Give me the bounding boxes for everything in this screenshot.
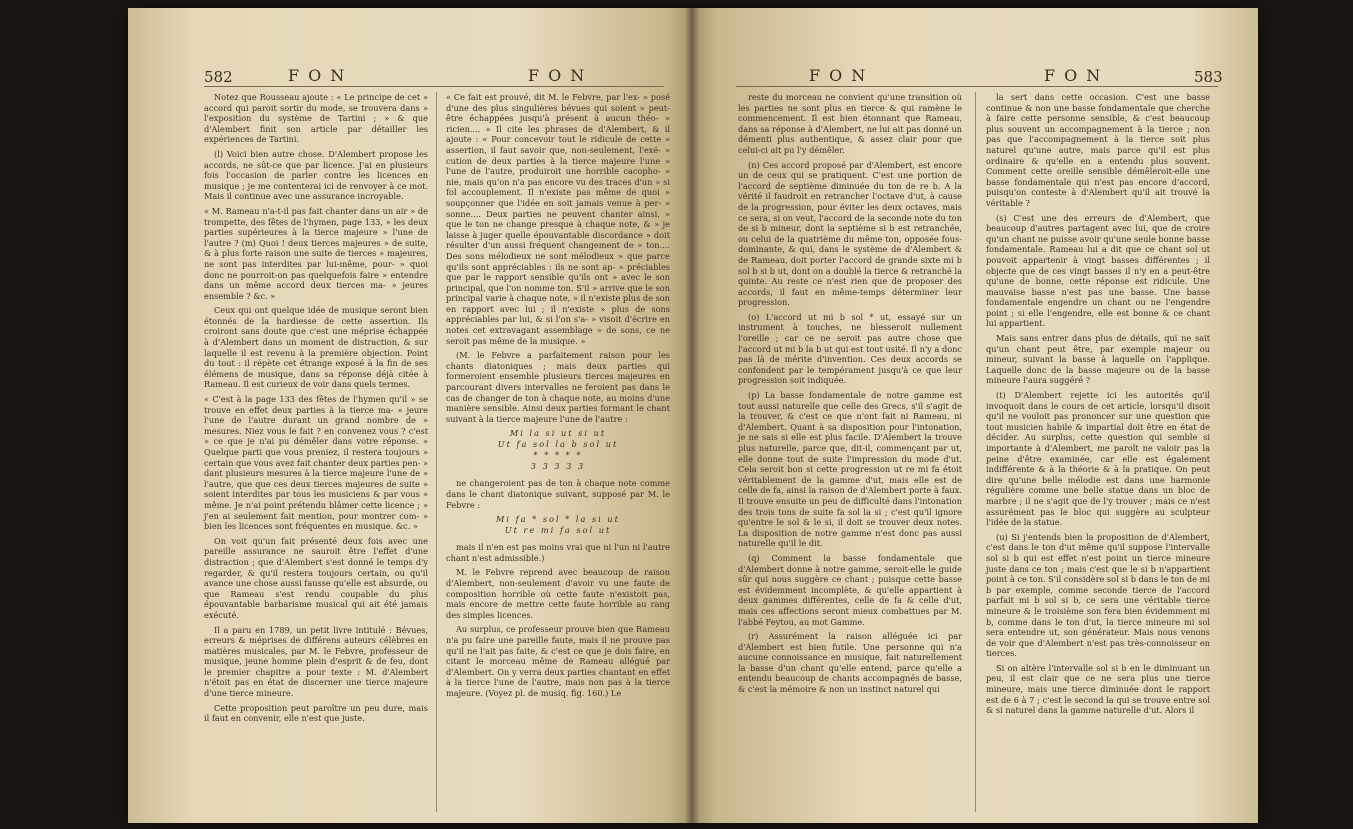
paragraph: (l) Voici bien autre chose. D'Alembert propose les accords, ne sût-ce que par licence. J'ai en plusieurs fois l'occasion de parler contre les licences en musique ; je me contenterai ici de renvoyer à ce mot. Mais il continue avec une assurance incroyable. — [204, 148, 428, 202]
header-rule-left — [204, 86, 664, 87]
column-2 — [446, 92, 670, 703]
quotation: « C'est à la page 133 des fêtes de l'hymen qu'il » se trouve en effet deux parties à la tierce ma- » jeure l'une de l'autre durant un grand nombre de » mesures. Niez vous le fait ? en convenez vous ? c'est » ce que je n'ai pu démêler dans votre réponse. » Quelque parti que vous preniez, il restera toujours » certain que vous avez fait chanter deux parties pen- » dant plusieurs mesures à la tierce majeure l'une de » l'autre, que que ces deux tierces majeures de suite » soient interdites par tous les musiciens & par vous » même. Je n'ai point prétendu blâmer cette licence ; » j'en ai seulement fait mention, pour montrer com- » bien les licences sont fréquentes en musique. &c. » — [204, 394, 428, 532]
column-4 — [986, 92, 1210, 720]
paragraph: la sert dans cette occasion. C'est une basse continue & non une basse fondamentale que cherche à faire cette personne sensible, & c'est beaucoup plus souvent un accompagnement à la tierce ; non pas que l'accompagnement à la tierce soit plus naturel qu'une autre, mais parce qu'il est plus ordinaire & qu'elle en a entendu plus souvent. Comment cette oreille sensible démêleroit-elle une basse fondamentale qui n'est pas encore d'accord, puisqu'on conteste à d'Alembert qu'il ait trouvé la véritable ? — [986, 92, 1210, 208]
paragraph: (p) La basse fondamentale de notre gamme est tout aussi naturelle que celle des Grecs, s'il s'agit de la trouver, & c'est ce que n'ont fait ni Rameau, ni d'Alembert. Quant à sa disposition pour l'intonation, je ne sais si elle est plus facile. D'Alembert la trouve plus naturelle, parce que, dit-il, commençant par ut, elle donne tout de suite l'impression du mode d'ut. Cela seroit bon si cette progression ut re mi fa étoit véritablement de la gamme d'ut, mais elle est de celle de fa, ainsi la raison de d'Alembert porte à faux. Il trouve ensuite un peu de difficulté dans l'intonation des trois tons de suite fa sol la si ; c'est qu'il ignore qu'entre le sol & le si, il doit se trouver deux notes. La disposition de notre gamme n'est donc pas aussi naturelle qu'il le dit. — [738, 390, 962, 549]
paragraph: (t) D'Alembert rejette ici les autorités qu'il invoquoit dans le cours de cet article, lorsqu'il disoit qu'il ne vouloit pas prononcer sur une question que tout musicien habile & impartial doit être en état de décider. Au surplus, cette question qui semble si importante à d'Alembert, me paroît ne valoir pas la peine d'être examinée, car elle est également indifférente & à la théorie & à la pratique. On peut dire qu'une belle mélodie est dans une harmonie régulière comme une belle statue dans un bloc de marbre ; il ne s'agit que de l'y trouver ; mais ce n'est assurément pas le bloc qui suggère au sculpteur l'idée de la statue. — [986, 390, 1210, 528]
paragraph: Au surplus, ce professeur prouve bien que Rameau n'a pu faire une pareille faute, mais il ne prouve pas qu'il ne l'ait pas faite, & c'est ce que je dois faire, en citant le morceau même de Rameau allégué par d'Alembert. On y verra deux parties chantant en effet à la tierce l'une de l'autre, mais non pas à la tierce majeure. (Voyez pl. de musiq. fig. 160.) Le — [446, 624, 670, 698]
column-3 — [738, 92, 962, 699]
paragraph: Cette proposition peut paroître un peu dure, mais il faut en convenir, elle n'est que juste. — [204, 702, 428, 724]
paragraph: (u) Si j'entends bien la proposition de d'Alembert, c'est dans le ton d'ut même qu'il suppose l'intervalle sol si b qui est effet n'est point un tierce mineure juste dans ce ton ; mais c'est que le si b n'appartient point à ce ton. S'il considère sol si b dans le ton de mi b par exemple, comme seconde tierce de l'accord parfait mi b sol si b, ce sera une véritable tierce mineure & le troisième son fera bien évidemment mi b, comme dans le ton d'ut, la tierce mineure mi sol sera entendre ut, son générateur. Mais nous venons de voir que d'Alembert n'est pas très-connoisseur en tierces. — [986, 531, 1210, 659]
paragraph: mais il n'en est pas moins vrai que ni l'un ni l'autre chant n'est admissible.) — [446, 542, 670, 563]
paragraph: Mais sans entrer dans plus de détails, qui ne sait qu'un chant peut être, par exemple majeur ou mineur, suivant la basse à laquelle on l'applique. Laquelle donc de la basse majeure ou de la basse mineure l'aura suggéré ? — [986, 333, 1210, 386]
paragraph: (o) L'accord ut mi b sol * ut, essayé sur un instrument à touches, ne blesseroit nullement l'oreille ; car ce ne seroit pas autre chose que l'accord ut mi b la b ut qui est tout usité. Il n'y a donc pas là de mérite d'invention. Ces deux accords se confondent par le tempérament jusqu'à ce que leur progression soit indiquée. — [738, 311, 962, 386]
running-head-left-1: FON — [288, 66, 354, 85]
paragraph: (n) Ces accord proposé par d'Alembert, est encore un de ceux qui se pratiquent. C'est une portion de l'accord de septième diminuée du ton de re b. A la vérité il faudroit en retrancher l'octave d'ut, à cause de la progression, pour éviter les deux octaves, mais ce sera, si on veut, l'accord de la seconde note du ton de si b mineur, dont la septième si b est retranchée, ou celui de la quatrième du même ton, opposée fous-dominante, & qui, dans le système de d'Alembert & de Rameau, doit porter l'accord de grande sixte mi b sol b si b ut, dont on a doublé la tierce & retranché la quinte. Au reste ce n'est rien que de proposer des accords, il faut en même-temps déterminer leur progression. — [738, 159, 962, 308]
paragraph: (q) Comment la basse fondamentale que d'Alembert donne à notre gamme, seroit-elle le guide sûr qui nous suggère ce chant ; puisque cette basse est évidemment incomplète, & qu'elle appartient à deux gammes différentes, celle de fa & celle d'ut, mais ces affections seront mieux combattues par M. l'abbé Feytou, au mot Gamme. — [738, 552, 962, 627]
column-divider-left — [436, 92, 437, 812]
notation-line: Mi fa * sol * la si ut — [496, 514, 620, 525]
paragraph: On voit qu'un fait présenté deux fois avec une pareille assurance ne sauroit être l'effet d'une distraction ; que d'Alembert s'est donné le temps d'y regarder, & qu'il restera toujours certain, ou qu'il avance une chose aussi fausse qu'elle est absurde, ou que Rameau s'est rendu coupable du plus épouvantable barbarisme musical qui ait été jamais exécuté. — [204, 535, 428, 620]
open-book — [128, 8, 1258, 823]
quotation: « Ce fait est prouvé, dit M. le Febvre, par l'ex- » posé d'une des plus singulières bévues qui soient » peut-être échappées jusqu'à présent à aucun théo- » ricien.... » Il cite les phrases de d'Alembert, & il ajoute : « Pour concevoir tout le ridicule de cette » assertion, il faut savoir que, non-seulement, l'exé- » cution de deux parties à la tierce majeure l'une » l'une de l'autre, produiroit une horrible cacopho- » nie, mais qu'on n'a pas encore vu des traces d'un » si fol accouplement. Il n'existe pas même de quoi » soupçonner que l'idée en soit jamais venue à per- » sonne.... Deux parties ne peuvent chanter ainsi, » que le ton ne change presque à chaque note, & » je laisse à juger quelle épouvantable discordance » doit résulter d'un aussi fréquent changement de » ton.... Des sons mélodieux ne sont mélodieux » que parce qu'ils sont appréciables : ils ne sont ap- » préciables que par le rapport sensible qu'ils ont » avec le son principal, que l'on nomme ton. S'il » arrive que le son principal varie à chaque note, » il n'existe plus de son en rapport avec lui ; il n'existe » plus de sons appréciables par lui, & si l'on s'a- » visoit d'écrire en notes cet extravagant assemblage » de sons, ce ne seroit pas même de la musique. » — [446, 92, 670, 346]
page-number-left: 582 — [204, 68, 233, 86]
paragraph: (M. le Febvre a parfaitement raison pour les chants diatoniques ; mais deux parties qui formeroient ensemble plusieurs tierces majeures en parcourant divers intervalles ne feroient pas dans le cas de changer de ton à chaque note, au moins d'une manière sensible. Ainsi deux parties formant le chant suivant à la tierce majeure l'une de l'autre : — [446, 350, 670, 424]
running-head-left-2: FON — [528, 66, 594, 85]
running-head-right-1: FON — [809, 66, 875, 85]
notation-line: 3 3 3 3 3 — [530, 461, 586, 472]
paragraph: reste du morceau ne convient qu'une transition où les parties ne sont plus en tierce & qui ramène le commencement. Il est bien étonnant que Rameau, dans sa réponse à d'Alembert, ne lui ait pas donné un démenti plus authentique, & assez clair pour que celui-ci ait pu l'y démêler. — [738, 92, 962, 155]
left-page — [128, 8, 690, 823]
paragraph: Il a paru en 1789, un petit livre intitulé : Bévues, erreurs & méprises de différens auteurs célèbres en matières musicales, par M. le Febvre, professeur de musique, jeune homme plein d'esprit & de feu, dont le premier chapitre a pour texte : M. d'Alembert n'étoit pas en état de discerner une tierce majeure d'une tierce mineure. — [204, 624, 428, 699]
notation-line: Ut fa sol la b sol ut — [497, 439, 619, 450]
page-number-right: 583 — [1194, 68, 1223, 86]
paragraph: (s) C'est une des erreurs de d'Alembert, que beaucoup d'autres partagent avec lui, que de croire qu'un chant ne puisse avoir qu'une seule bonne basse fondamentale. Rameau lui a dit que ce chant sol ut pouvoit appartenir à vingt basses différentes ; il objecte que de ces vingt basses il n'y en a peut-être qu'une de bonne, cette réponse est ridicule. Une mauvaise basse n'est pas une basse. Une basse fondamentale engendre un chant ou ne l'engendre point ; si elle l'engendre, elle est bonne & ce chant lui appartient. — [986, 212, 1210, 329]
running-head-right-2: FON — [1044, 66, 1110, 85]
paragraph: Si on altère l'intervalle sol si b en le diminuant un peu, il est clair que ce ne sera plus une tierce mineure, mais une tierce diminuée dont le rapport est de 6 à 7 ; c'est le second la qui se trouve entre sol & si naturel dans la gamme naturelle d'ut. Alors il — [986, 662, 1210, 716]
header-rule-right — [736, 86, 1218, 87]
book-gutter — [684, 8, 700, 823]
notation-example-1 — [446, 428, 670, 472]
notation-line: Ut re mi fa sol ut — [504, 525, 612, 536]
notation-line: Mi la si ut si ut — [509, 428, 607, 439]
column-divider-right — [975, 92, 976, 812]
column-1 — [204, 92, 428, 728]
quotation: « M. Rameau n'a-t-il pas fait chanter dans un air » de trompette, des fêtes de l'hymen, page 133, » les deux parties supérieures à la tierce majeure » l'une de l'autre ? (m) Quoi ! deux tierces majeures » de suite, & à plus forte raison une suite de tierces » majeures, ne sont pas interdites par lui-même, pour- » quoi donc ne pourroit-on pas quelquefois faire » entendre dans un même accord deux tierces ma- » jeures ensemble ? &c. » — [204, 205, 428, 301]
right-page — [694, 8, 1258, 823]
paragraph: Notez que Rousseau ajoute : « Le principe de cet » accord qui paroit sortir du mode, se trouvera dans » l'exposition du système de Tartini ; » & que d'Alembert finit son article par détailler les expériences de Tartini. — [204, 92, 428, 145]
paragraph: M. le Febvre reprend avec beaucoup de raison d'Alembert, non-seulement d'avoir vu une faute de composition horrible où cette faute n'existoit pas, mais encore de mettre cette faute horrible au rang des simples licences. — [446, 567, 670, 620]
paragraph: ne changeroient pas de ton à chaque note comme dans le chant diatonique suivant, supposé par M. le Febvre : — [446, 478, 670, 510]
notation-line: * * * * * — [533, 450, 583, 461]
paragraph: Ceux qui ont quelque idée de musique seront bien étonnés de la hardiesse de cette assertion. Ils croiront sans doute que c'est une méprise échappée à d'Alembert dans un moment de distraction, & sur laquelle il est revenu à la première objection. Point du tout : il répète cet étrange exposé à la fin de ses élémens de musique, dans sa réponse déjà citée à Rameau. Il est curieux de voir dans quels termes. — [204, 305, 428, 390]
paragraph: (r) Assurément la raison alléguée ici par d'Alembert est bien futile. Une personne qui n'a aucune connoissance en musique, fait naturellement la basse d'un chant qu'elle entend, parce qu'elle a entendu beaucoup de chants accompagnés de basse, & c'est la mémoire & non un instinct naturel qui — [738, 631, 962, 695]
notation-example-2 — [446, 514, 670, 536]
